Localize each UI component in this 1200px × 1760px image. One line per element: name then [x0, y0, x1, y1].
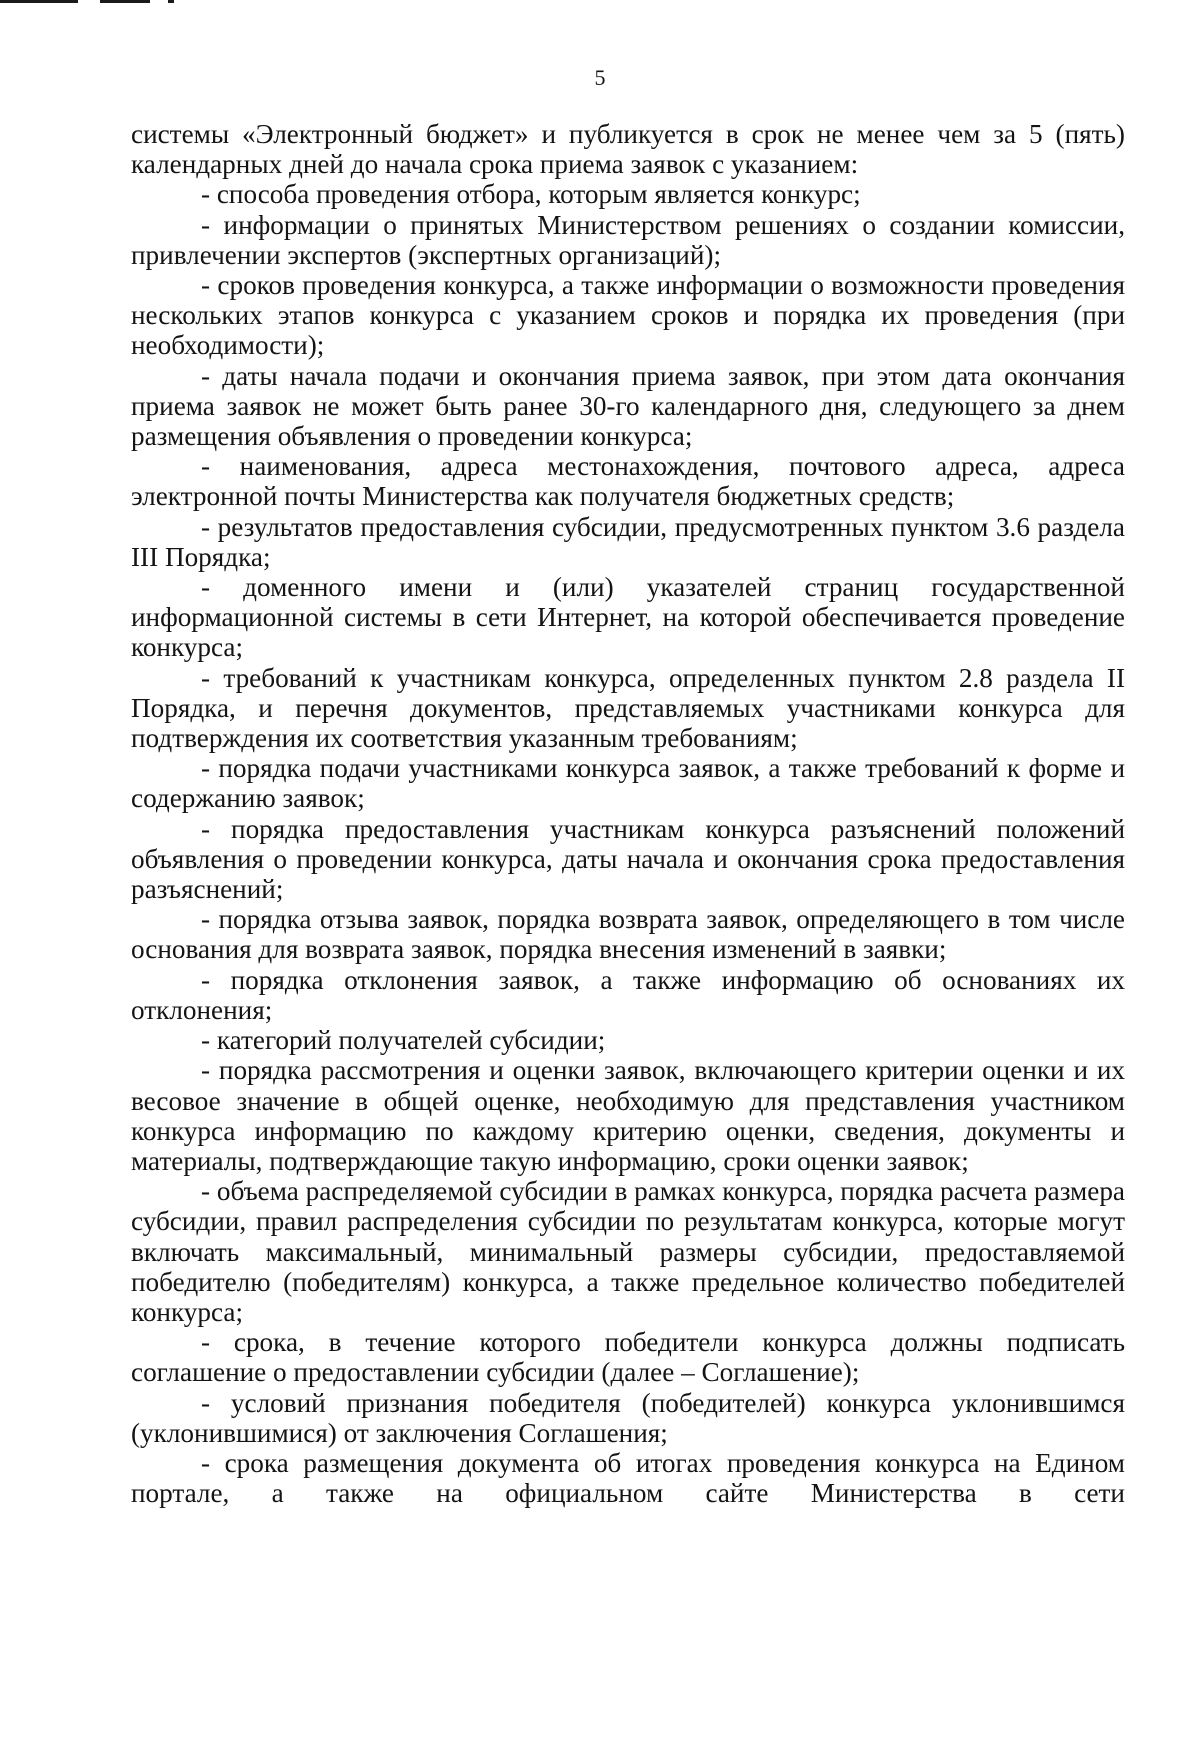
list-item-submission-procedure: - порядка подачи участниками конкурса заявок, а также требований к форме и содержанию заявок; — [131, 753, 1125, 814]
list-item-commission-info: - информации о принятых Министерством решениях о создании комиссии, привлечении экспертов (экспертных организаций); — [131, 209, 1125, 270]
list-item-withdrawal: - порядка отзыва заявок, порядка возврата заявок, определяющего в том числе основания для возврата заявок, порядка внесения изменений в заявки; — [131, 904, 1125, 965]
list-item-evaluation: - порядка рассмотрения и оценки заявок, включающего критерии оценки и их весовое значение в общей оценке, необходимую для представления участником конкурса информацию по каждому критерию оценки, сведения, документы и материалы, подтверждающие такую информацию, сроки оценки заявок; — [131, 1055, 1125, 1176]
scan-artifact — [168, 0, 174, 3]
scan-artifact — [100, 0, 150, 3]
scan-artifact — [0, 0, 78, 3]
page-number: 5 — [594, 65, 606, 90]
list-item-domain-name: - доменного имени и (или) указателей страниц государственной информационной системы в сети Интернет, на которой обеспечивается проведение конкурса; — [131, 572, 1125, 663]
list-item-clarifications: - порядка предоставления участникам конкурса разъяснений положений объявления о проведении конкурса, даты начала и окончания срока предоставления разъяснений; — [131, 813, 1125, 905]
list-item-subsidy-volume: - объема распределяемой субсидии в рамках конкурса, порядка расчета размера субсидии, правил распределения субсидии по результатам конкурса, которые могут включать максимальный, минимальный размеры субсидии, предоставляемой победителю (победителям) конкурса, а также предельное количество победителей конкурса; — [131, 1176, 1125, 1327]
list-item-recipient-categories: - категорий получателей субсидии; — [201, 1025, 606, 1056]
list-item-subsidy-results: - результатов предоставления субсидии, предусмотренных пунктом 3.6 раздела III Порядка; — [131, 511, 1125, 572]
list-item-participant-requirements: - требований к участникам конкурса, определенных пунктом 2.8 раздела II Порядка, и перечня документов, представляемых участниками конкурса для подтверждения их соответствия указанным требованиям; — [131, 662, 1125, 754]
list-item-results-publication: - срока размещения документа об итогах проведения конкурса на Едином портале, а также на официальном сайте Министерства в сети — [131, 1447, 1125, 1509]
list-item-evasion-conditions: - условий признания победителя (победителей) конкурса уклонившимся (уклонившимися) от заключения Соглашения; — [131, 1387, 1125, 1448]
list-item-rejection: - порядка отклонения заявок, а также информацию об основаниях их отклонения; — [131, 964, 1125, 1025]
list-item-application-dates: - даты начала подачи и окончания приема заявок, при этом дата окончания приема заявок не может быть ранее 30-го календарного дня, следующего за днем размещения объявления о проведении конкурса; — [131, 360, 1125, 452]
list-item-ministry-address: - наименования, адреса местонахождения, почтового адреса, адреса электронной почты Министерства как получателя бюджетных средств; — [131, 451, 1125, 512]
list-item-contest-dates: - сроков проведения конкурса, а также информации о возможности проведения нескольких этапов конкурса с указанием сроков и порядка их проведения (при необходимости); — [131, 270, 1125, 361]
intro-paragraph: системы «Электронный бюджет» и публикуется в срок не менее чем за 5 (пять) календарных дней до начала срока приема заявок с указанием: — [131, 119, 1125, 180]
document-body — [131, 119, 1125, 1508]
list-item-agreement-deadline: - срока, в течение которого победители конкурса должны подписать соглашение о предоставлении субсидии (далее – Соглашение); — [131, 1327, 1125, 1388]
list-item-selection-method: - способа проведения отбора, которым является конкурс; — [201, 179, 861, 210]
